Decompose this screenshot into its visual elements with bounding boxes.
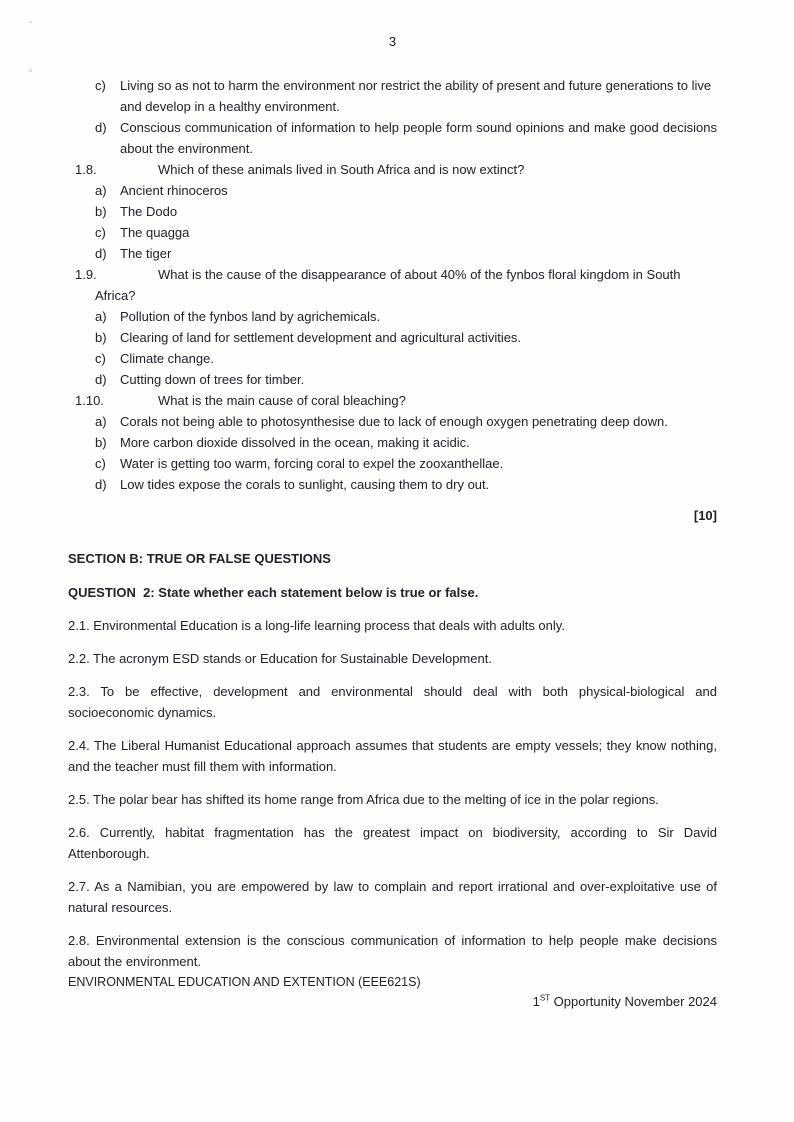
statement-2-7: 2.7. As a Namibian, you are empowered by law to complain and report irrational and over-exploitative use of natural resources.: [68, 879, 717, 915]
option-text: Water is getting too warm, forcing coral to expel the zooxanthellae.: [120, 456, 504, 471]
option-letter: a): [95, 183, 107, 198]
option-letter: d): [95, 477, 107, 492]
statement-2-3: 2.3. To be effective, development and environmental should deal with both physical-biological and socioeconomic dynamics.: [68, 684, 717, 720]
option-text: Corals not being able to photosynthesise due to lack of enough oxygen penetrating deep down.: [120, 414, 668, 429]
question-number: 1.8.: [75, 162, 97, 177]
mcq-option: [95, 348, 717, 369]
mcq-option: [95, 411, 717, 432]
option-text: The tiger: [120, 246, 172, 261]
option-letter: b): [95, 435, 107, 450]
option-text: Ancient rhinoceros: [120, 183, 228, 198]
option-letter: b): [95, 330, 107, 345]
option-letter: c): [95, 225, 106, 240]
statement-2-8: 2.8. Environmental extension is the conscious communication of information to help people make decisions about the environment.: [68, 933, 717, 969]
option-text: More carbon dioxide dissolved in the ocean, making it acidic.: [120, 435, 470, 450]
option-text: Cutting down of trees for timber.: [120, 372, 305, 387]
mcq-option: [95, 369, 717, 390]
option-letter: d): [95, 120, 107, 135]
statement-2-5: 2.5. The polar bear has shifted its home range from Africa due to the melting of ice in the polar regions.: [68, 792, 659, 807]
mcq-option: [95, 306, 717, 327]
option-letter: d): [95, 246, 107, 261]
question-text: What is the cause of the disappearance of about 40% of the fynbos floral kingdom in South Africa?: [95, 267, 681, 303]
option-letter: c): [95, 456, 106, 471]
question-2-instruction: QUESTION 2: State whether each statement below is true or false.: [68, 585, 479, 600]
mcq-option: [95, 201, 717, 222]
session-number: 1: [532, 994, 540, 1009]
option-text: Living so as not to harm the environment nor restrict the ability of present and future generations to live and develop in a healthy environment.: [120, 78, 712, 114]
question-1-10: [75, 390, 717, 411]
section-marks: [10]: [693, 508, 717, 523]
mcq-option: [95, 432, 717, 453]
mcq-option: [95, 117, 717, 159]
session-label: Opportunity November 2024: [550, 994, 717, 1009]
mcq-option: [95, 453, 717, 474]
question-number: 1.10.: [75, 393, 104, 408]
mcq-option: [95, 75, 717, 117]
statement-2-6: 2.6. Currently, habitat fragmentation has the greatest impact on biodiversity, according to Sir David Attenborough.: [68, 825, 717, 861]
option-letter: c): [95, 78, 106, 93]
question-1-8: [75, 159, 717, 180]
page-number: 3: [388, 34, 397, 49]
statement-2-1: 2.1. Environmental Education is a long-life learning process that deals with adults only.: [68, 618, 565, 633]
question-text: Which of these animals lived in South Africa and is now extinct?: [158, 162, 525, 177]
footer-course-code: ENVIRONMENTAL EDUCATION AND EXTENTION (EEE621S): [68, 975, 421, 989]
option-letter: a): [95, 414, 107, 429]
question-1-9: [75, 264, 717, 306]
question-text: What is the main cause of coral bleaching?: [158, 393, 406, 408]
mcq-option: [95, 327, 717, 348]
option-letter: d): [95, 372, 107, 387]
mcq-option: [95, 474, 717, 495]
scan-artifact: [29, 69, 32, 72]
option-text: Climate change.: [120, 351, 214, 366]
scan-artifact: [29, 21, 32, 23]
option-letter: c): [95, 351, 106, 366]
statement-2-2: 2.2. The acronym ESD stands or Education for Sustainable Development.: [68, 651, 492, 666]
mcq-option: [95, 243, 717, 264]
statement-2-4: 2.4. The Liberal Humanist Educational approach assumes that students are empty vessels; they know nothing, and the teacher must fill them with information.: [68, 738, 717, 774]
option-letter: a): [95, 309, 107, 324]
section-b-heading: SECTION B: TRUE OR FALSE QUESTIONS: [68, 551, 331, 566]
option-text: The Dodo: [120, 204, 178, 219]
option-letter: b): [95, 204, 107, 219]
mcq-option: [95, 180, 717, 201]
option-text: The quagga: [120, 225, 190, 240]
option-text: Clearing of land for settlement development and agricultural activities.: [120, 330, 522, 345]
footer-session: [68, 992, 717, 1011]
option-text: Low tides expose the corals to sunlight, causing them to dry out.: [120, 477, 490, 492]
session-ordinal: ST: [539, 993, 551, 1003]
option-text: Conscious communication of information to help people form sound opinions and make good decisions about the environment.: [120, 120, 717, 156]
question-number: 1.9.: [75, 267, 97, 282]
option-text: Pollution of the fynbos land by agrichemicals.: [120, 309, 381, 324]
mcq-option: [95, 222, 717, 243]
